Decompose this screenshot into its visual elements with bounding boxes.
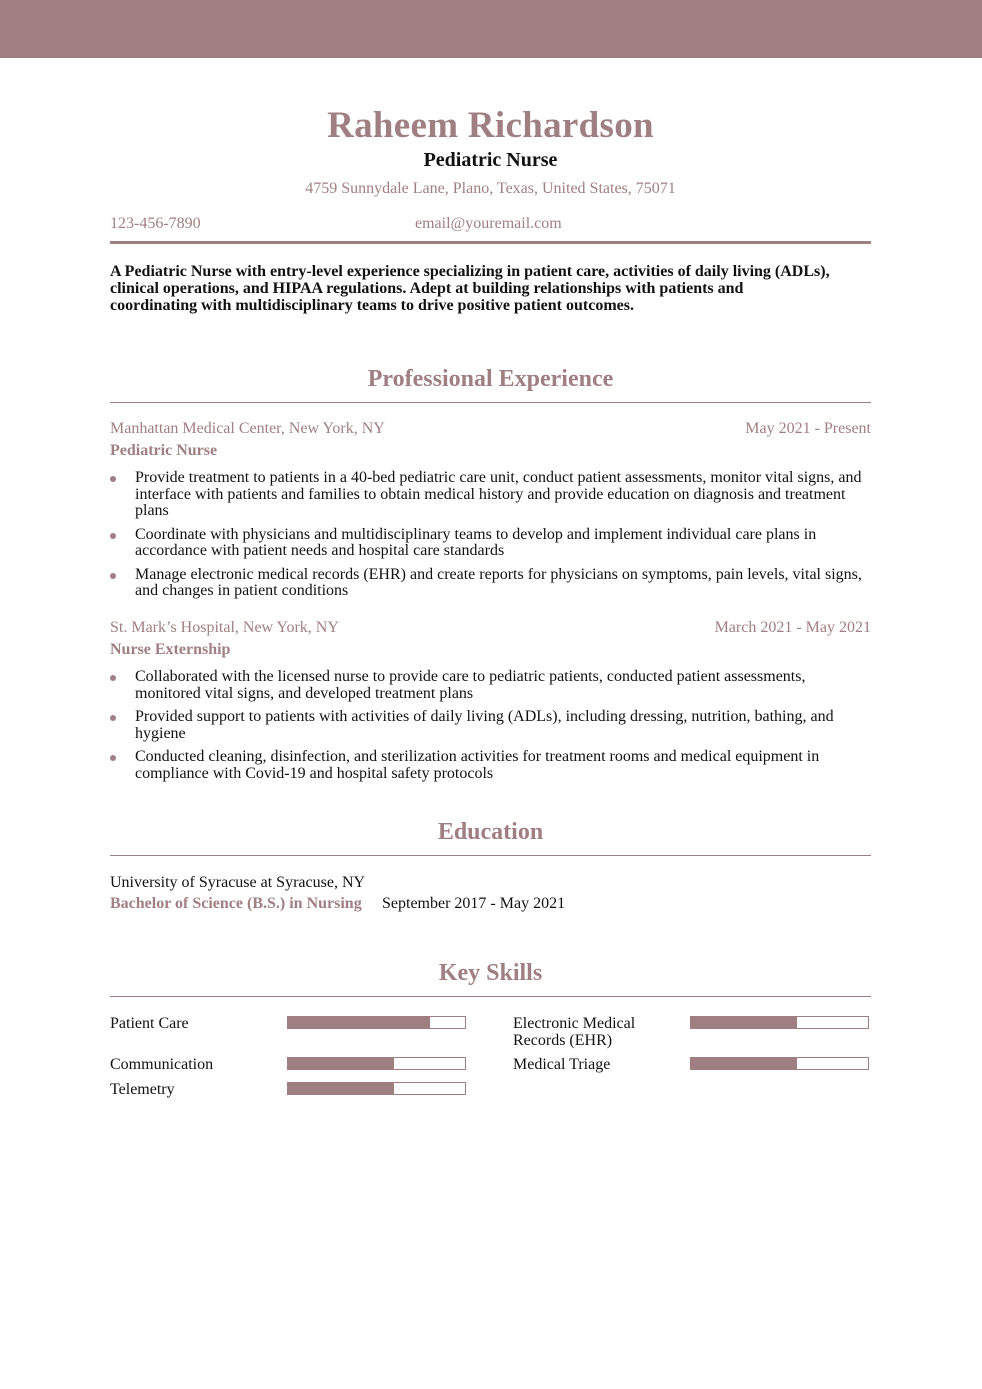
list-item bbox=[110, 669, 871, 702]
header-band bbox=[0, 0, 982, 58]
job-employer: St. Mark’s Hospital, New York, NY bbox=[110, 619, 339, 636]
skill-bar-fill bbox=[288, 1058, 394, 1069]
summary-text: A Pediatric Nurse with entry-level experience specializing in patient care, activities of daily living (ADLs), clinical operations, and HIPAA regulations. Adept at building relationships with patients and coordinating with multidisciplinary teams to drive positive patient outcomes. bbox=[110, 263, 830, 314]
job-bullet-list bbox=[110, 669, 871, 789]
skill-bar bbox=[690, 1016, 869, 1029]
candidate-title: Pediatric Nurse bbox=[423, 149, 558, 171]
list-item bbox=[110, 709, 871, 742]
job-dates: March 2021 - May 2021 bbox=[714, 619, 871, 636]
bullet-text: Provided support to patients with activities of daily living (ADLs), including dressing, nutrition, bathing, and hygiene bbox=[135, 708, 834, 742]
bullet-icon bbox=[110, 533, 116, 539]
skills-heading: Key Skills bbox=[438, 960, 543, 986]
skill-bar-fill bbox=[288, 1017, 430, 1028]
skill-bar bbox=[287, 1016, 466, 1029]
education-degree: Bachelor of Science (B.S.) in Nursing bbox=[110, 895, 362, 912]
list-item bbox=[110, 527, 871, 560]
job-dates: May 2021 - Present bbox=[745, 420, 871, 437]
education-divider bbox=[110, 855, 871, 856]
bullet-text: Manage electronic medical records (EHR) and create reports for physicians on symptoms, pain levels, vital signs, and changes in patient conditions bbox=[135, 565, 862, 599]
job-bullet-list bbox=[110, 470, 871, 607]
bullet-text: Collaborated with the licensed nurse to provide care to pediatric patients, conducted patient assessments, monitored vital signs, and developed treatment plans bbox=[135, 668, 806, 702]
bullet-text: Provide treatment to patients in a 40-bed pediatric care unit, conduct patient assessments, monitor vital signs, and interface with patients and families to obtain medical history and provide education on diagnosis and treatment plans bbox=[135, 469, 862, 519]
education-dates: September 2017 - May 2021 bbox=[382, 895, 566, 912]
header-divider bbox=[110, 241, 871, 244]
bullet-text: Conducted cleaning, disinfection, and sterilization activities for treatment rooms and medical equipment in compliance with Covid-19 and hospital safety protocols bbox=[135, 748, 820, 782]
skill-bar-fill bbox=[691, 1058, 797, 1069]
job-role: Nurse Externship bbox=[110, 641, 231, 658]
skill-label: Telemetry bbox=[110, 1081, 175, 1098]
list-item bbox=[110, 470, 871, 520]
candidate-phone: 123-456-7890 bbox=[110, 215, 201, 232]
list-item bbox=[110, 749, 871, 782]
skill-label: Electronic Medical Records (EHR) bbox=[513, 1015, 636, 1049]
bullet-text: Coordinate with physicians and multidisciplinary teams to develop and implement individual care plans in accordance with patient needs and hospital care standards bbox=[135, 525, 817, 559]
candidate-email: email@youremail.com bbox=[415, 215, 562, 232]
job-employer: Manhattan Medical Center, New York, NY bbox=[110, 420, 385, 437]
candidate-name: Raheem Richardson bbox=[327, 105, 654, 146]
experience-heading: Professional Experience bbox=[367, 366, 614, 392]
skill-bar-fill bbox=[288, 1083, 394, 1094]
job-role: Pediatric Nurse bbox=[110, 442, 218, 459]
skill-label: Medical Triage bbox=[513, 1056, 611, 1073]
skill-bar bbox=[287, 1082, 466, 1095]
bullet-icon bbox=[110, 573, 116, 579]
candidate-address: 4759 Sunnydale Lane, Plano, Texas, United States, 75071 bbox=[305, 180, 676, 197]
bullet-icon bbox=[110, 476, 116, 482]
list-item bbox=[110, 567, 871, 600]
bullet-icon bbox=[110, 715, 116, 721]
skills-divider bbox=[110, 996, 871, 997]
bullet-icon bbox=[110, 675, 116, 681]
skill-bar bbox=[690, 1057, 869, 1070]
education-school: University of Syracuse at Syracuse, NY bbox=[110, 874, 366, 891]
skill-bar bbox=[287, 1057, 466, 1070]
skill-label: Communication bbox=[110, 1056, 214, 1073]
skill-bar-fill bbox=[691, 1017, 797, 1028]
education-heading: Education bbox=[437, 819, 544, 845]
bullet-icon bbox=[110, 755, 116, 761]
experience-divider bbox=[110, 402, 871, 403]
skill-label: Patient Care bbox=[110, 1015, 189, 1032]
